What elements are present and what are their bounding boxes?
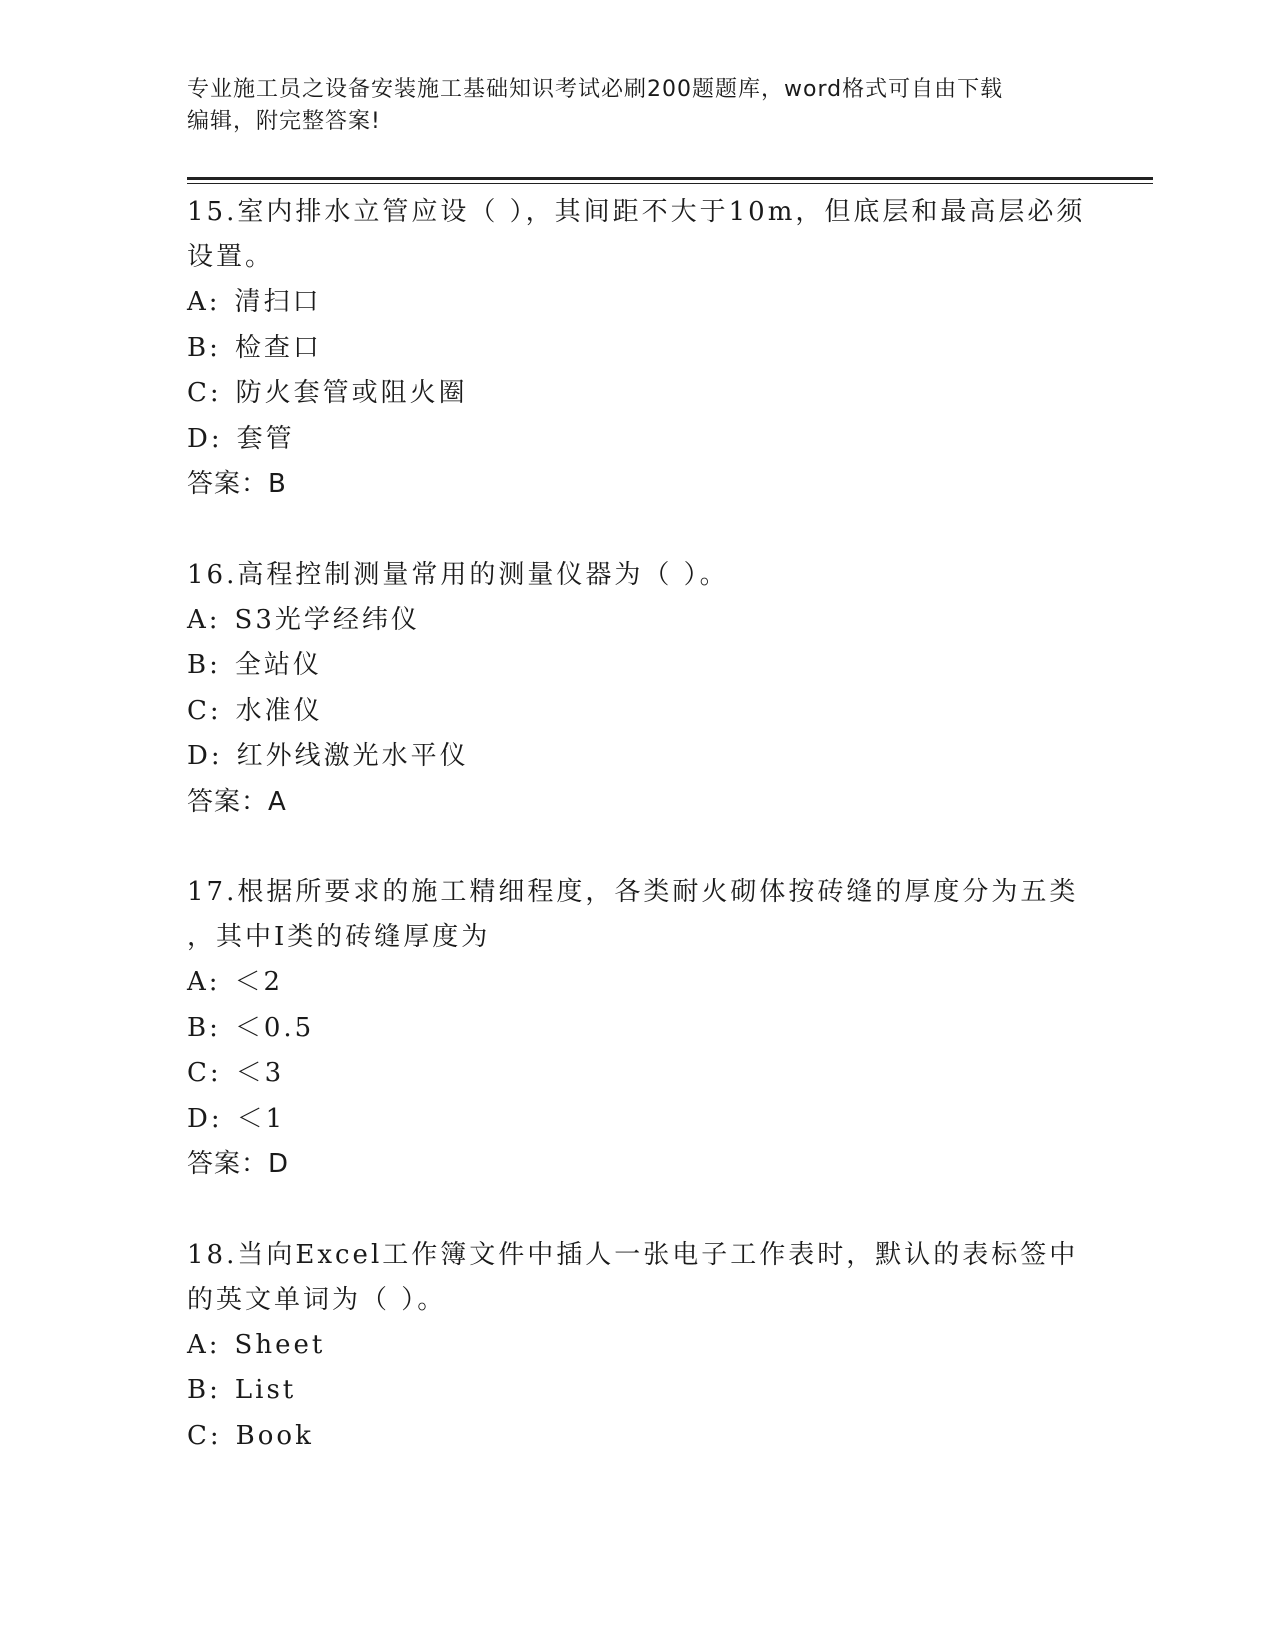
option-key: C: — [187, 1420, 222, 1451]
option-key: A: — [187, 604, 221, 635]
question-15 — [187, 188, 1087, 508]
question-text-line-2: 的英文单词为（ ）。 — [187, 1284, 447, 1315]
answer-label: 答案：B — [187, 469, 287, 499]
option-text: ＜0.5 — [234, 1012, 315, 1043]
option-key: A: — [187, 967, 221, 997]
option-text: Book — [235, 1420, 314, 1451]
question-text-line-2: 设置。 — [187, 242, 275, 272]
question-text-line-1: 16.高程控制测量常用的测量仪器为（ ）。 — [187, 559, 729, 590]
option-key: C: — [187, 378, 222, 408]
answer-label: 答案：A — [187, 786, 287, 817]
question-18 — [187, 1231, 1087, 1460]
option-text: 全站仪 — [234, 650, 322, 680]
option-c — [187, 1414, 1087, 1460]
option-key: C: — [187, 1058, 222, 1088]
question-17 — [187, 868, 1087, 1188]
option-c — [187, 1051, 1087, 1097]
question-text-line-2: ，其中Ⅰ类的砖缝厚度为 — [187, 922, 491, 952]
option-key: C: — [187, 695, 222, 726]
option-text: 防火套管或阻火圈 — [235, 378, 468, 408]
option-key: B: — [187, 1375, 221, 1405]
question-text-line-1: 17.根据所要求的施工精细程度，各类耐火砌体按砖缝的厚度分为五类 — [187, 877, 1079, 907]
question-16 — [187, 551, 1087, 826]
question-text — [187, 868, 1087, 960]
header-line-1: 专业施工员之设备安装施工基础知识考试必刷200题题库，word格式可自由下载 — [187, 77, 1004, 102]
option-key: A: — [187, 287, 221, 317]
option-d — [187, 1097, 1087, 1143]
option-d — [187, 734, 1087, 780]
option-key: D: — [187, 1103, 223, 1134]
option-a — [187, 1323, 1087, 1369]
option-text: S3光学经纬仪 — [234, 604, 420, 635]
question-text — [187, 551, 1087, 598]
option-a — [187, 598, 1087, 644]
option-key: B: — [187, 332, 221, 363]
option-b — [187, 1368, 1087, 1414]
option-text: List — [234, 1375, 297, 1405]
option-text: 检查口 — [234, 332, 322, 363]
question-text — [187, 188, 1087, 280]
option-text: 水准仪 — [235, 695, 323, 726]
question-text — [187, 1231, 1087, 1323]
option-d — [187, 417, 1087, 463]
option-key: D: — [187, 423, 223, 454]
option-text: ＜2 — [234, 967, 284, 997]
option-a — [187, 280, 1087, 326]
question-text-line-1: 18.当向Excel工作簿文件中插人一张电子工作表时，默认的表标签中 — [187, 1239, 1079, 1270]
option-key: B: — [187, 650, 221, 680]
option-c — [187, 689, 1087, 735]
header-line-2: 编辑，附完整答案! — [187, 109, 381, 134]
document-header — [187, 74, 1067, 138]
answer-label: 答案：D — [187, 1149, 290, 1179]
option-key: A: — [187, 1329, 221, 1360]
option-text: Sheet — [234, 1329, 326, 1360]
option-text: ＜1 — [236, 1103, 286, 1134]
question-text-line-1: 15.室内排水立管应设（ ），其间距不大于10m，但底层和最高层必须 — [187, 197, 1086, 227]
option-b — [187, 326, 1087, 372]
option-key: D: — [187, 741, 223, 771]
option-text: 红外线激光水平仪 — [236, 741, 469, 771]
option-key: B: — [187, 1012, 221, 1043]
option-b — [187, 643, 1087, 689]
question-list — [187, 188, 1087, 1502]
option-a — [187, 960, 1087, 1006]
option-text: 套管 — [236, 423, 295, 454]
header-divider-thick — [187, 177, 1153, 180]
option-b — [187, 1006, 1087, 1052]
option-text: 清扫口 — [234, 287, 322, 317]
option-c — [187, 371, 1087, 417]
option-text: ＜3 — [235, 1058, 285, 1088]
header-divider-thin — [187, 183, 1153, 184]
